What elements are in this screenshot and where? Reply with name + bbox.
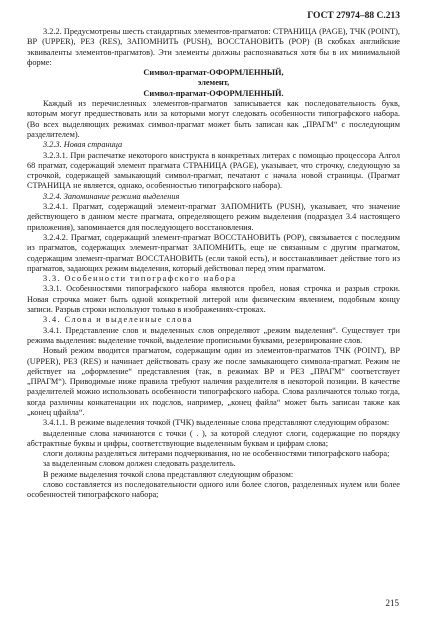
paragraph-syllables: слоги должны разделяться литерами подчеркивания, но не особенностями типографского набора;: [43, 449, 390, 459]
heading-3-2-3: 3.2.3. Новая страница: [43, 140, 123, 150]
paragraph-3-3-1: 3.3.1. Особенностями типографского набора являются пробел, новая строчка и разрыв строки. Новая строчка может быть одной конкретной литерой или физическим явлением, подобным концу записи. Разрыв строки используют только в изображениях-строках.: [27, 284, 400, 315]
paragraph-pragmat-elements: Каждый из перечисленных элементов-прагматов записывается как последовательность букв, которым могут предшествовать или за которыми могут следовать особенности типографского набора. (Во всех выделяющих режимах символ-прагмат может быть записан как „ПРАГМ“ с последующим разделителем).: [27, 99, 400, 139]
syntax-line-3: Символ-прагмат-ОФОРМЛЕННЫЙ.: [143, 88, 284, 98]
heading-3-2-4: 3.2.4. Запоминание режима выделения: [43, 191, 180, 201]
paragraph-3-2-3-1: 3.2.3.1. При распечатке некоторого конструкта в конкретных литерах с помощью процессора Алгол 68 прагмат, содержащий элемент прагмата СТРАНИЦА (PAGE), указывает, что строчку, следующую за строчкой, содержащей замыкающий символ-прагмат, печатают с начала новой страницы. (Прагмат СТРАНИЦА не является, однако, особенностью типографского набора).: [27, 150, 400, 191]
paragraph-point-mode: В режиме выделения точкой слова представляют следующим образом:: [43, 469, 294, 479]
paragraph-3-2-2: 3.2.2. Предусмотрены шесть стандартных элементов-прагматов: СТРАНИЦА (PAGE), ТЧК (POINT), ВР (UPPER), РЕЗ (RES), ЗАПОМНИТЬ (PUSH), ВОССТАНОВИТЬ (POP) (В скобках английские эквиваленты элементов-прагматов). Эти элементы должны распознаваться хотя бы в их минимальной форме:: [27, 27, 400, 67]
paragraph-3-2-4-2: 3.2.4.2. Прагмат, содержащий элемент-прагмат ВОССТАНОВИТЬ (POP), связывается с последним из прагматов, содержащих элемент-прагмат ЗАПОМНИТЬ, еще не связанным с другим прагматом, содержащим элемент-прагмат ВОССТАНОВИТЬ (если такой есть), и восстанавливает действие того из прагматов, задающих режим выделения, который действовал перед этим прагматом.: [27, 232, 400, 273]
paragraph-new-mode: Новый режим вводится прагматом, содержащим один из элементов-прагматов ТЧК (POINT), ВР (UPPER), РЕЗ (RES) и начинает действовать сразу же после замыкающего символа-прагмат. Режим не действует на „оформление“ представления (так, в режимах ВР и РЕЗ „ПРАГМ“ соответствует „ПРАГМ“). Приводимые ниже правила требуют наличия разделителя в некоторой позиции. В качестве разделителей можно использовать особенности типографского набора. Слова различаются только тогда, когда различны конкатенации их подслов, например, „конец файла“ может быть записан также как „конец цфайла“.: [27, 346, 400, 417]
page-number: 215: [385, 597, 399, 608]
heading-3-4: 3.4. Слова и выделенные слова: [43, 315, 193, 325]
running-header: ГОСТ 27974–88 С.213: [307, 11, 400, 21]
paragraph-word-composition: слово составляется из последовательности одного или более слогов, разделенных нулем или более особенностей типографского набора;: [27, 480, 400, 500]
syntax-line-1: Символ-прагмат-ОФОРМЛЕННЫЙ,: [143, 68, 284, 78]
heading-3-3: 3.3. Особенности типографского набора: [43, 274, 237, 284]
paragraph-3-4-1-1: 3.4.1.1. В режиме выделения точкой (ТЧК) выделенные слова представляют следующим образом:: [43, 418, 390, 428]
paragraph-3-2-4-1: 3.2.4.1. Прагмат, содержащий элемент-прагмат ЗАПОМНИТЬ (PUSH), указывает, что значение действующего в данном месте прагмата, определяющего режим выделения (подраздел 3.4 настоящего приложения), запоминается для последующего восстановления.: [27, 202, 400, 232]
paragraph-separator: за выделенным словом должен следовать разделитель.: [43, 459, 236, 469]
syntax-line-2: элемент,: [197, 78, 230, 88]
paragraph-3-4-1: 3.4.1. Представление слов и выделенных слов определяют „режим выделения“. Существует три режима выделения: выделение точкой, выделение прописными буквами, резервирование слов.: [27, 325, 400, 345]
paragraph-point-words: выделенные слова начинаются с точки ( . ), за которой следуют слоги, содержащие по порядку абстрактные буквы и цифры, соответствующие выделенным буквам и цифрам слова;: [27, 428, 400, 448]
